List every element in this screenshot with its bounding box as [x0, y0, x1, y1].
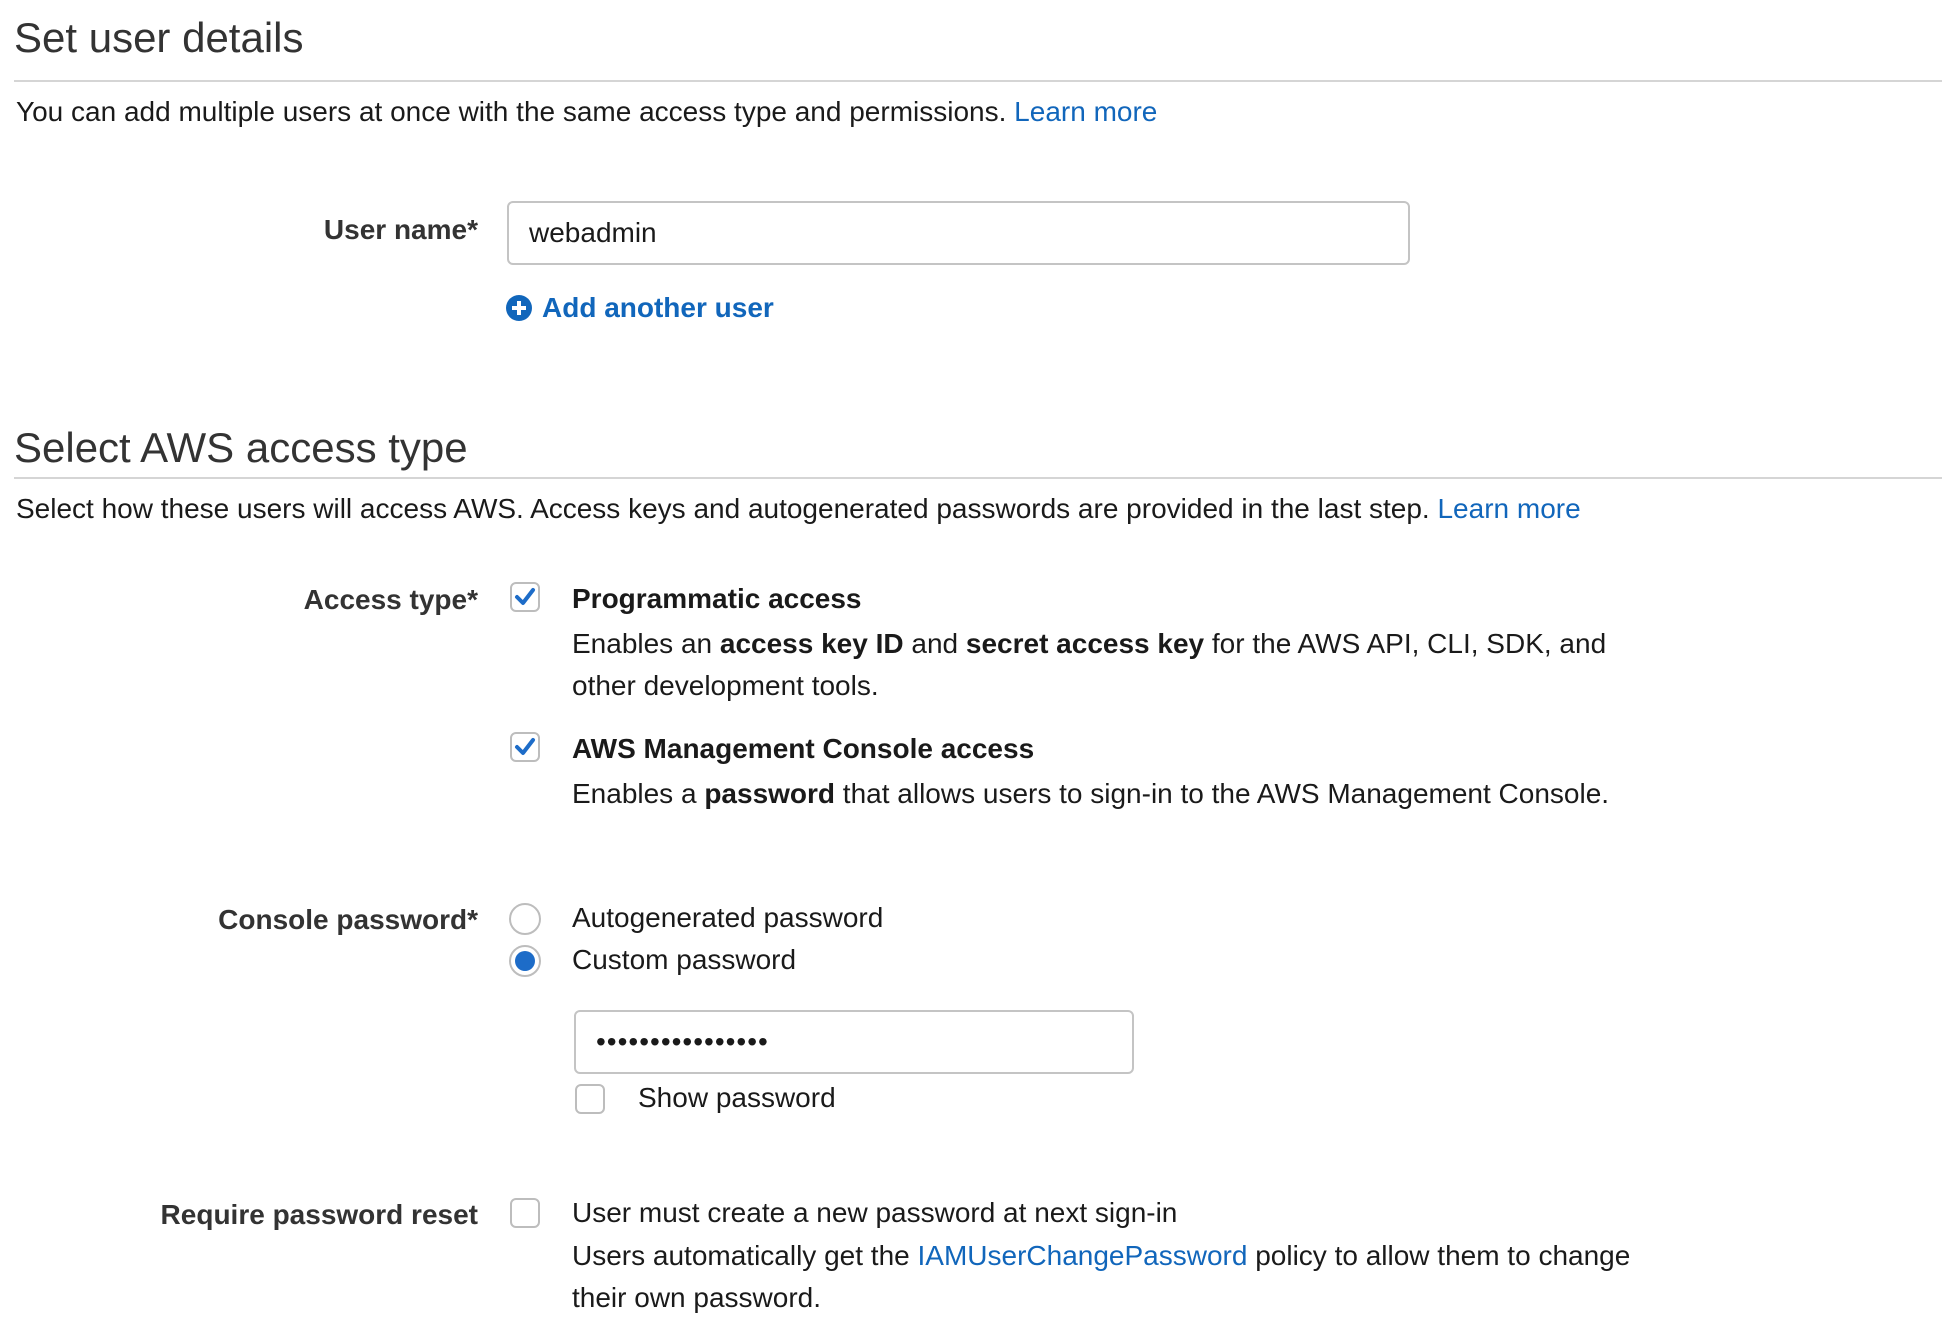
access-type-label: Access type*: [303, 584, 478, 615]
console-password-label: Console password*: [218, 904, 478, 935]
custom-password-input[interactable]: [574, 1010, 1134, 1074]
section-heading-user-details: Set user details: [14, 14, 304, 61]
desc-text: for the AWS API, CLI, SDK, and other development tools.: [572, 628, 1607, 701]
add-another-user-button[interactable]: [506, 292, 774, 324]
custom-password-label: Custom password: [572, 944, 797, 975]
iam-user-change-password-link[interactable]: IAMUserChangePassword: [917, 1240, 1248, 1271]
desc-text: policy to allow them to change their own password.: [572, 1240, 1631, 1313]
user-name-label: User name*: [323, 214, 478, 245]
plus-circle-icon: [506, 295, 532, 321]
user-name-input[interactable]: [507, 201, 1410, 265]
user-details-description: [16, 96, 1157, 128]
section-divider: [14, 477, 1942, 479]
desc-text: Users automatically get the: [572, 1240, 918, 1271]
autogenerated-password-label: Autogenerated password: [572, 902, 884, 933]
add-another-user-label: Add another user: [542, 292, 774, 323]
desc-text: Enables an: [572, 628, 720, 659]
desc-text: and: [903, 628, 966, 659]
check-icon: [514, 737, 536, 757]
desc-text: that allows users to sign-in to the AWS Management Console.: [835, 778, 1610, 809]
learn-more-link[interactable]: Learn more: [1014, 96, 1158, 127]
console-access-title: AWS Management Console access: [572, 733, 1035, 764]
require-password-reset-option: User must create a new password at next sign-in: [572, 1197, 1178, 1228]
user-name-value: webadmin: [529, 217, 657, 248]
access-type-description: [16, 493, 1581, 525]
console-access-description: [572, 773, 1609, 815]
programmatic-access-checkbox[interactable]: [510, 582, 540, 612]
show-password-label: Show password: [638, 1082, 836, 1113]
section-heading-access-type: Select AWS access type: [14, 424, 468, 471]
desc-bold-text: password: [704, 778, 836, 809]
access-type-description-text: Select how these users will access AWS. Access keys and autogenerated passwords are provided in the last step.: [16, 493, 1430, 524]
custom-password-radio[interactable]: [509, 945, 541, 977]
section-divider: [14, 80, 1942, 82]
programmatic-access-title: Programmatic access: [572, 583, 862, 614]
console-access-checkbox[interactable]: [510, 732, 540, 762]
autogenerated-password-radio[interactable]: [509, 903, 541, 935]
show-password-checkbox[interactable]: [575, 1084, 605, 1114]
desc-text: Enables a: [572, 778, 705, 809]
user-details-description-text: You can add multiple users at once with the same access type and permissions.: [16, 96, 1007, 127]
programmatic-access-description: [572, 623, 1672, 707]
learn-more-link[interactable]: Learn more: [1437, 493, 1581, 524]
radio-selected-dot: [515, 951, 535, 971]
password-masked-value: ••••••••••••••••: [596, 1026, 769, 1057]
require-password-reset-checkbox[interactable]: [510, 1198, 540, 1228]
check-icon: [514, 587, 536, 607]
desc-bold-text: secret access key: [965, 628, 1205, 659]
require-password-reset-description: [572, 1235, 1672, 1319]
desc-bold-text: access key ID: [719, 628, 904, 659]
require-password-reset-label: Require password reset: [160, 1199, 478, 1230]
